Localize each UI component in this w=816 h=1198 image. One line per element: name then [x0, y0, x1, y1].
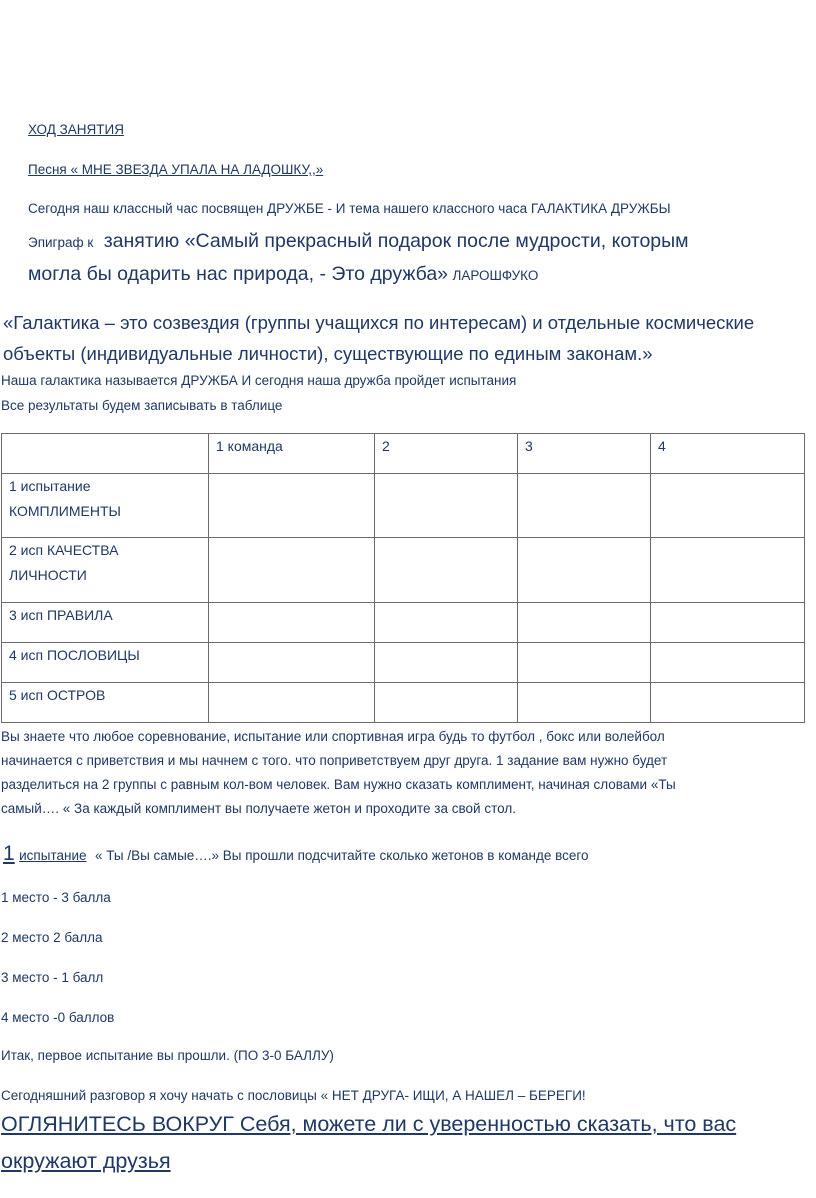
- paragraph-line: начинается с приветствия и мы начнем с того. что поприветствуем друг друга. 1 задание вам нужно будет: [1, 753, 668, 768]
- table-cell: [209, 538, 375, 603]
- table-cell: [518, 603, 651, 643]
- table-header-cell: [2, 434, 209, 474]
- table-row-label: 4 исп ПОСЛОВИЦЫ: [2, 643, 209, 683]
- galaxy-quote-line-1: «Галактика – это созвездия (группы учащихся по интересам) и отдельные космические: [3, 312, 755, 333]
- epigraph-text-1: занятию «Самый прекрасный подарок после мудрости, которым: [103, 230, 689, 252]
- test1-line: [3, 842, 589, 866]
- test1-text: « Ты /Вы самые….» Вы прошли подсчитайте сколько жетонов в команде всего: [94, 848, 589, 863]
- table-cell: [375, 683, 518, 723]
- galaxy-name-line: Наша галактика называется ДРУЖБА И сегодня наша дружба пройдет испытания: [1, 373, 517, 388]
- table-header-cell: 1 команда: [209, 434, 375, 474]
- paragraph-line: Вы знаете что любое соревнование, испытание или спортивная игра будь то футбол , бокс или волейбол: [1, 729, 665, 744]
- table-cell: [518, 683, 651, 723]
- table-row: [2, 683, 805, 723]
- row-label-line: ЛИЧНОСТИ: [9, 567, 87, 583]
- table-row-label: 3 исп ПРАВИЛА: [2, 603, 209, 643]
- epigraph-author: ЛАРОШФУКО: [452, 268, 539, 283]
- final-line-1: ОГЛЯНИТЕСЬ ВОКРУГ Себя, можете ли с уверенностью сказать, что вас: [1, 1112, 737, 1136]
- table-cell: [651, 643, 805, 683]
- galaxy-quote-line-2: объекты (индивидуальные личности), существующие по единым законам.»: [3, 343, 653, 364]
- row-label-line: 1 испытание: [9, 478, 91, 494]
- table-cell: [209, 683, 375, 723]
- proverb-line: Сегодняшний разговор я хочу начать с пословицы « НЕТ ДРУГА- ИЩИ, А НАШЕЛ – БЕРЕГИ!: [1, 1088, 586, 1103]
- test1-word: испытание: [19, 848, 87, 863]
- table-row-label: [2, 474, 209, 538]
- table-row: [2, 643, 805, 683]
- table-header-cell: 3: [518, 434, 651, 474]
- table-cell: [651, 683, 805, 723]
- table-cell: [375, 538, 518, 603]
- paragraph-line: разделиться на 2 группы с равным кол-вом человек. Вам нужно сказать комплимент, начиная словами «Ты: [1, 777, 676, 792]
- table-row: [2, 538, 805, 603]
- intro-line: Сегодня наш классный час посвящен ДРУЖБЕ - И тема нашего классного часа ГАЛАКТИКА ДРУЖБЫ: [28, 201, 671, 216]
- table-header-row: [2, 434, 805, 474]
- table-row: [2, 474, 805, 538]
- place-line: 1 место - 3 балла: [1, 890, 111, 905]
- epigraph-text-2: могла бы одарить нас природа, - Это дружба»: [28, 263, 449, 285]
- table-cell: [209, 643, 375, 683]
- results-table: [1, 433, 805, 723]
- table-cell: [209, 474, 375, 538]
- summary-line: Итак, первое испытание вы прошли. (ПО 3-0 БАЛЛУ): [1, 1048, 334, 1063]
- epigraph-line-2: [28, 263, 538, 286]
- table-row: [2, 603, 805, 643]
- table-cell: [651, 538, 805, 603]
- paragraph-line: самый…. « За каждый комплимент вы получаете жетон и проходите за свой стол.: [1, 801, 516, 816]
- row-label-line: КОМПЛИМЕНТЫ: [9, 503, 121, 519]
- place-line: 2 место 2 балла: [1, 930, 103, 945]
- heading: ХОД ЗАНЯТИЯ: [28, 122, 125, 137]
- table-cell: [518, 643, 651, 683]
- table-row-label: [2, 538, 209, 603]
- table-cell: [651, 474, 805, 538]
- table-cell: [518, 538, 651, 603]
- song-line: Песня « МНЕ ЗВЕЗДА УПАЛА НА ЛАДОШКУ,,»: [28, 162, 324, 177]
- place-line: 3 место - 1 балл: [1, 970, 104, 985]
- table-cell: [375, 603, 518, 643]
- table-cell: [375, 643, 518, 683]
- table-cell: [651, 603, 805, 643]
- test1-number: 1: [3, 842, 15, 865]
- results-note: Все результаты будем записывать в таблице: [1, 398, 283, 413]
- row-label-line: 2 исп КАЧЕСТВА: [9, 542, 119, 558]
- table-header-cell: 2: [375, 434, 518, 474]
- place-line: 4 место -0 баллов: [1, 1010, 115, 1025]
- final-line-2: окружают друзья: [1, 1149, 171, 1173]
- table-header-cell: 4: [651, 434, 805, 474]
- epigraph-line-1: [28, 230, 689, 253]
- epigraph-prefix: Эпиграф к: [28, 235, 94, 250]
- table-row-label: 5 исп ОСТРОВ: [2, 683, 209, 723]
- table-cell: [375, 474, 518, 538]
- table-cell: [209, 603, 375, 643]
- table-cell: [518, 474, 651, 538]
